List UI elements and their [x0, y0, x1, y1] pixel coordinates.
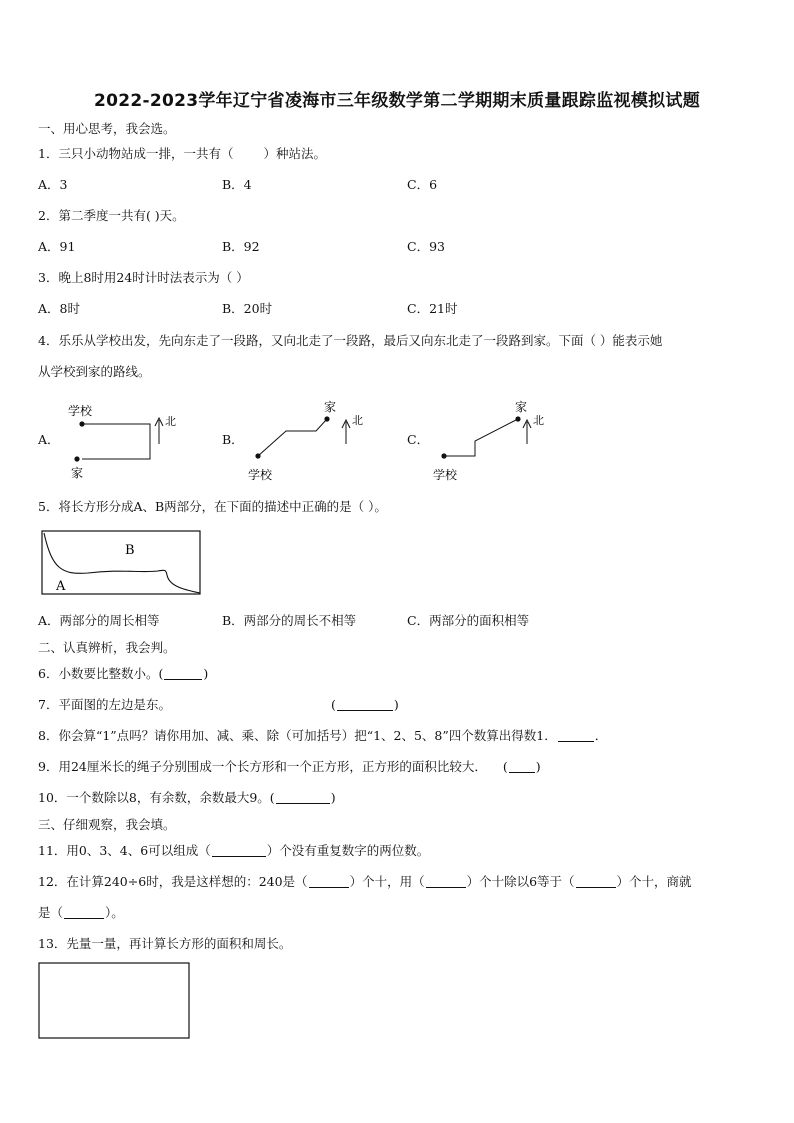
question-8-end: ．: [594, 728, 608, 743]
q1-option-b: B．4: [222, 177, 252, 192]
question-7-text: 7．平面图的左边是东。: [38, 697, 171, 712]
q3-option-b: B．20时: [222, 301, 273, 316]
q2-option-c: C．93: [407, 239, 445, 254]
q3-option-a: A．8时: [38, 301, 80, 316]
question-7-blank[interactable]: [337, 698, 393, 711]
q4-b-school-label: 学校: [248, 468, 273, 482]
q2-option-a: A．91: [38, 239, 76, 254]
page-title: 2022-2023学年辽宁省凌海市三年级数学第二学期期末质量跟踪监视模拟试题: [93, 91, 701, 111]
question-6-blank[interactable]: [164, 667, 202, 680]
question-4-line-2: 从学校到家的路线。: [38, 364, 151, 379]
question-12-line-1: [38, 874, 692, 890]
question-10-text: 10．一个数除以8，有余数，余数最大9。(: [38, 790, 275, 805]
question-11-text-b: ）个没有重复数字的两位数。: [266, 843, 430, 858]
question-8-text: 8．你会算“1”点吗？请你用加、减、乘、除（可加括号）把“1、2、5、8”四个数算出得数1．: [38, 728, 557, 743]
q4-b-north-label: 北: [352, 414, 363, 427]
q3-option-c: C．21时: [407, 301, 458, 316]
q1-option-c: C．6: [407, 177, 438, 192]
q13-rectangle: [39, 963, 189, 1038]
question-12-line-2-b: ）。: [105, 905, 124, 920]
question-9: [38, 759, 541, 775]
q4-figure-b: [240, 396, 380, 492]
q4-b-home-label: 家: [324, 400, 337, 414]
q5-option-c: C．两部分的面积相等: [407, 613, 530, 628]
question-12-blank-1[interactable]: [309, 875, 349, 888]
q4-a-school-label: 学校: [68, 404, 93, 418]
q1-option-a: A．3: [38, 177, 68, 192]
question-6: [38, 666, 208, 682]
section-1-heading: 一、用心思考，我会选。: [38, 121, 176, 136]
question-7: [38, 697, 399, 713]
question-11: [38, 843, 429, 859]
question-12-part-2: ）个十，用（: [349, 874, 425, 889]
q4-a-north-label: 北: [165, 415, 176, 428]
question-1-text-b: ）种站法。: [263, 146, 326, 161]
question-12-blank-4[interactable]: [64, 906, 104, 919]
question-12-part-1: 12．在计算240÷6时，我是这样想的：240是（: [38, 874, 308, 889]
question-1-text-a: 1．三只小动物站成一排，一共有（: [38, 146, 234, 161]
q5-rectangle: [42, 531, 200, 594]
question-12-line-2: [38, 905, 124, 921]
question-11-blank[interactable]: [212, 844, 266, 857]
question-12-blank-2[interactable]: [426, 875, 466, 888]
question-8: [38, 728, 607, 744]
q5-option-a: A．两部分的周长相等: [38, 613, 160, 628]
question-9-end: ): [535, 759, 541, 774]
q5-label-a: A: [56, 579, 66, 594]
q4-a-route: [82, 424, 150, 459]
question-12-blank-3[interactable]: [576, 875, 616, 888]
question-11-text-a: 11．用0、3、4、6可以组成（: [38, 843, 211, 858]
q4-b-school-dot: [255, 453, 260, 458]
q4-a-home-label: 家: [71, 466, 84, 480]
question-9-text: 9．用24厘米长的绳子分别围成一个长方形和一个正方形，正方形的面积比较大．: [38, 759, 487, 774]
q4-option-b-label: B．: [222, 432, 244, 447]
q4-c-north-label: 北: [533, 414, 544, 427]
q4-figure-c: [425, 396, 565, 492]
question-7-end: ): [393, 697, 399, 712]
question-10-blank[interactable]: [276, 791, 330, 804]
section-2-heading: 二、认真辨析，我会判。: [38, 640, 176, 655]
question-10-end: ): [330, 790, 336, 805]
question-6-text: 6．小数要比整数小。(: [38, 666, 164, 681]
q5-dividing-curve: [44, 533, 200, 593]
q4-c-home-label: 家: [515, 400, 528, 414]
question-4-line-1: 4．乐乐从学校出发，先向东走了一段路，又向北走了一段路，最后又向东北走了一段路到家。下面（ ）能表示她: [38, 333, 663, 348]
question-12-part-4: ）个十，商就: [616, 874, 692, 889]
q5-option-b: B．两部分的周长不相等: [222, 613, 357, 628]
question-12-line-2-a: 是（: [38, 905, 64, 920]
q13-rectangle-figure: [38, 962, 192, 1046]
question-9-open: (: [502, 759, 508, 774]
question-3: 3．晚上8时用24时计时法表示为（ ）: [38, 270, 249, 285]
question-9-blank[interactable]: [509, 760, 535, 773]
section-3-heading: 三、仔细观察，我会填。: [38, 817, 176, 832]
q4-a-home-dot: [74, 456, 79, 461]
q4-figure-a: [60, 398, 190, 492]
q2-option-b: B．92: [222, 239, 260, 254]
q4-b-route: [258, 419, 327, 456]
q4-option-c-label: C．: [407, 432, 430, 447]
question-6-end: ): [203, 666, 209, 681]
question-5: 5．将长方形分成A、B两部分，在下面的描述中正确的是（ ）。: [38, 499, 387, 514]
question-13: 13．先量一量，再计算长方形的面积和周长。: [38, 936, 292, 951]
question-12-part-3: ）个十除以6等于（: [466, 874, 575, 889]
q5-label-b: B: [125, 543, 135, 558]
q4-option-a-label: A．: [38, 432, 60, 447]
question-1: [38, 146, 326, 162]
q4-c-route: [444, 419, 518, 456]
question-10: [38, 790, 336, 806]
question-8-blank[interactable]: [558, 729, 594, 742]
q4-c-school-label: 学校: [433, 468, 458, 482]
q4-c-school-dot: [441, 453, 446, 458]
question-7-open: (: [330, 697, 336, 712]
question-2: 2．第二季度一共有( )天。: [38, 208, 185, 223]
q5-rectangle-figure: [40, 529, 204, 603]
